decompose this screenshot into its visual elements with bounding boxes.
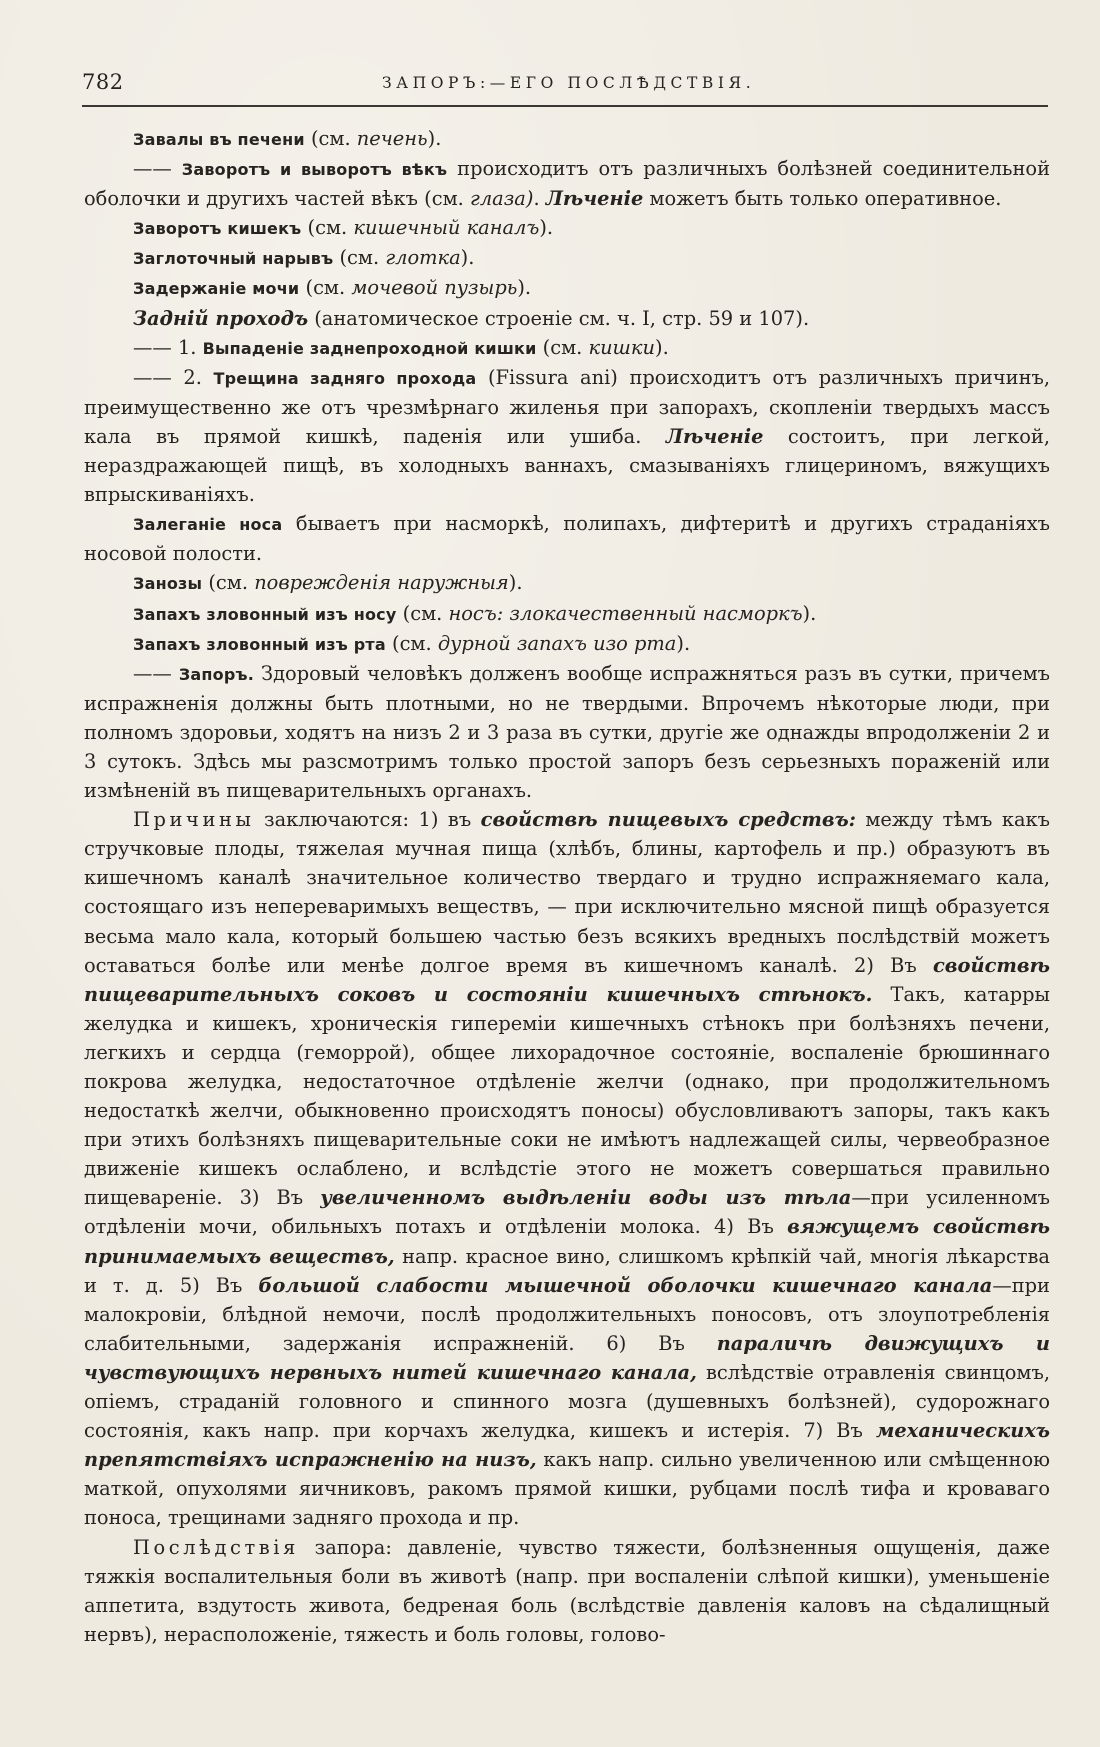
entry-zaglotochny xyxy=(84,243,1050,273)
cross-reference: глотка xyxy=(385,246,461,270)
entry-text: можетъ быть только оперативное. xyxy=(643,187,1002,211)
entry-term: Заворотъ и выворотъ вѣкъ xyxy=(181,160,448,180)
entry-text: ). xyxy=(655,335,669,359)
emphasis: вяжущемъ свойствѣ принимаемыхъ веществъ, xyxy=(84,1215,1050,1268)
entry-text: (см. xyxy=(385,631,438,655)
entry-text: ). xyxy=(802,601,817,625)
entry-text: (см. xyxy=(333,246,386,270)
emphasis: большой слабости мышечной оболочки кишечнаго канала xyxy=(258,1273,993,1297)
section-lead: Послѣдствія xyxy=(133,1535,299,1559)
page-body xyxy=(84,124,1050,1649)
cross-reference: печень xyxy=(356,127,428,150)
entry-term: Залеганіе носа xyxy=(133,515,283,535)
cross-reference: мочевой пузырь xyxy=(351,276,518,300)
entry-zaleganie xyxy=(84,509,1050,568)
treatment-label: Лѣченіе xyxy=(665,424,764,448)
entry-zapor xyxy=(84,659,1050,805)
section-consequences xyxy=(84,1533,1050,1649)
entry-term: Заглоточный нарывъ xyxy=(133,249,334,269)
entry-text: —при усиленномъ отдѣленіи мочи, обильныхъ потахъ и отдѣленіи молока. 4) Въ xyxy=(84,1186,1051,1239)
entry-text: какъ напр. сильно увеличенною или смѣщенною маткой, опухолями яичниковъ, ракомъ прямой кишки, рубцами послѣ тифа и кроваваго поноса, трещинами задняго прохода и пр. xyxy=(84,1448,1051,1530)
entry-zaderzhanie xyxy=(84,273,1050,303)
entry-text: (см. xyxy=(536,335,589,359)
entry-term: Задержаніе мочи xyxy=(133,279,300,299)
section-lead: Причины xyxy=(133,808,255,832)
dash: —— 1. xyxy=(133,335,203,359)
entry-term: Заворотъ кишекъ xyxy=(133,219,302,239)
entry-term: Завалы въ печени xyxy=(133,130,305,149)
emphasis: параличѣ движущихъ и чувствующихъ нервныхъ нитей кишечнаго канала, xyxy=(84,1331,1050,1384)
entry-text: напр. красное вино, слишкомъ крѣпкій чай, многія лѣкарства и т. д. 5) Въ xyxy=(84,1244,1050,1297)
entry-term: Запоръ. xyxy=(178,664,254,684)
cross-reference: кишки xyxy=(588,335,655,359)
entry-text: Здоровый человѣкъ долженъ вообще испражняться разъ въ сутки, причемъ испражненія должны быть плотными, но не твердыми. Впрочемъ нѣкоторые люди, при полномъ здоровьи, ходятъ на низъ 2 и 3 раза въ сутки, другіе же однажды впродолженіи 2 и 3 сутокъ. Здѣсь мы разсмотримъ только простой запоръ безъ серьезныхъ пораженій или измѣненій въ пищеварительныхъ органахъ. xyxy=(84,661,1050,803)
entry-zadniy-prokhod xyxy=(84,304,1050,333)
running-title: ЗАПОРЪ:—ЕГО ПОСЛѢДСТВІЯ. xyxy=(382,74,756,92)
entry-zavaly xyxy=(84,124,1050,154)
dash: —— xyxy=(133,157,182,181)
header-rule xyxy=(82,105,1048,107)
entry-text: происходитъ отъ различныхъ болѣзней соединительной оболочки и другихъ частей вѣкъ (см. xyxy=(84,157,1050,211)
entry-text: Такъ, катарры желудка и кишекъ, хроническія гипереміи кишечныхъ стѣнокъ при болѣзняхъ печени, легкихъ и сердца (геморрой), общее лихорадочное состояніе, воспаленіе брюшиннаго покрова желудка, недостаточное отдѣленіе желчи (однако, при продолжительномъ недостаткѣ желчи, обыкновенно происходятъ поносы) обусловливаютъ запоры, такъ какъ при этихъ болѣзняхъ пищеварительные соки не имѣютъ надлежащей силы, червеобразное движеніе кишекъ ослаблено, и вслѣдстіе этого не можетъ совершаться правильно пищевареніе. 3) Въ xyxy=(84,982,1050,1210)
cross-reference: носъ: злокачественный насморкъ xyxy=(448,601,803,625)
cross-reference: дурной запахъ изо рта xyxy=(437,631,677,655)
entry-text: ). xyxy=(460,246,475,270)
entry-text: ). xyxy=(427,127,442,150)
entry-text: (см. xyxy=(396,601,449,625)
emphasis: свойствѣ пищевыхъ средствъ: xyxy=(480,808,856,832)
entry-zanozy xyxy=(84,568,1050,598)
cross-reference: кишечный каналъ xyxy=(353,216,540,240)
emphasis: увеличенномъ выдѣленіи воды изъ тѣла xyxy=(320,1186,852,1210)
entry-text: . xyxy=(533,187,546,211)
entry-text: (см. xyxy=(304,127,357,150)
entry-text: (см. xyxy=(202,571,255,595)
entry-text: ). xyxy=(517,276,532,300)
entry-text: ). xyxy=(539,216,554,240)
entry-zapakh-nos xyxy=(84,599,1050,629)
entry-term: Занозы xyxy=(133,574,203,594)
entry-vypadenie xyxy=(84,333,1050,363)
entry-text: бываетъ при насморкѣ, полипахъ, дифтеритѣ и другихъ страданіяхъ носовой полости. xyxy=(84,512,1050,566)
cross-reference: поврежденія наружныя xyxy=(254,571,509,595)
emphasis: свойствѣ пищеварительныхъ соковъ и состояніи кишечныхъ стѣнокъ. xyxy=(84,953,1050,1006)
entry-zapakh-rot xyxy=(84,629,1050,659)
entry-treshchina xyxy=(84,363,1050,509)
entry-text: (анатомическое строеніе см. ч. I, стр. 59 и 107). xyxy=(308,306,810,330)
cross-reference: глаза) xyxy=(470,187,534,211)
entry-text: (см. xyxy=(299,276,352,300)
entry-text: запора: давленіе, чувство тяжести, болѣзненныя ощущенія, даже тяжкія воспалительныя боли въ животѣ (напр. при воспаленіи слѣпой кишки), уменьшеніе аппетита, вздутость живота, бедреная боль (вслѣдствіе давленія каловъ на сѣдалищный нервъ), нерасположеніе, тяжесть и боль головы, голово- xyxy=(84,1535,1050,1646)
entry-text: вслѣдствіе отравленія свинцомъ, опіемъ, страданій головного и спинного мозга (душевныхъ болѣзней), судорожнаго состоянія, какъ напр. при корчахъ желудка, кишекъ и истерія. 7) Въ xyxy=(84,1360,1051,1443)
entry-text: заключаются: 1) въ xyxy=(254,808,481,832)
page-header xyxy=(82,66,1048,106)
dash: —— 2. xyxy=(133,365,214,389)
entry-text: (Fissura ani) происходитъ отъ различныхъ причинъ, преимущественно же отъ чрезмѣрнаго жиленья при запорахъ, скопленіи твердыхъ массъ кала въ прямой кишкѣ, паденія или ушиба. xyxy=(84,365,1051,448)
entry-term: Запахъ зловонный изъ носу xyxy=(133,604,397,624)
entry-text: состоитъ, при легкой, нераздражающей пищѣ, въ холодныхъ ваннахъ, смазываніяхъ глицериномъ, вяжущихъ впрыскиваніяхъ. xyxy=(84,424,1050,507)
entry-text: (см. xyxy=(301,216,354,240)
entry-text: ). xyxy=(676,631,691,655)
entry-text: —при малокровіи, блѣдной немочи, послѣ продолжительныхъ поносовъ, отъ злоупотребленія слабительными, задержанія испражненій. 6) Въ xyxy=(84,1273,1050,1355)
entry-term: Трещина задняго прохода xyxy=(213,368,477,388)
emphasis: механическихъ препятствіяхъ испражненію на низъ, xyxy=(84,1419,1050,1472)
treatment-label: Лѣченіе xyxy=(545,187,644,211)
entry-zavorot-kishek xyxy=(84,213,1050,243)
entry-term: Запахъ зловонный изъ рта xyxy=(133,634,386,654)
section-causes xyxy=(84,805,1050,1532)
entry-text: ). xyxy=(508,571,523,595)
entry-zavorot-vek xyxy=(84,154,1050,213)
entry-text: между тѣмъ какъ стручковые плоды, тяжелая мучная пища (хлѣбъ, блины, картофель и пр.) образуютъ въ кишечномъ каналѣ значительное количество твердаго и трудно испражняемаго кала, состоящаго изъ непереваримыхъ веществъ, — при исключительно мясной пищѣ образуется весьма мало кала, который большею частью безъ всякихъ вредныхъ послѣдствій можетъ оставаться болѣе или менѣе долгое время въ кишечномъ каналѣ. 2) Въ xyxy=(84,808,1050,977)
entry-term: Выпаденіе заднепроходной кишки xyxy=(202,338,537,358)
dash: —— xyxy=(133,661,179,685)
entry-term: Задній проходъ xyxy=(133,306,309,330)
page-number: 782 xyxy=(82,70,124,94)
